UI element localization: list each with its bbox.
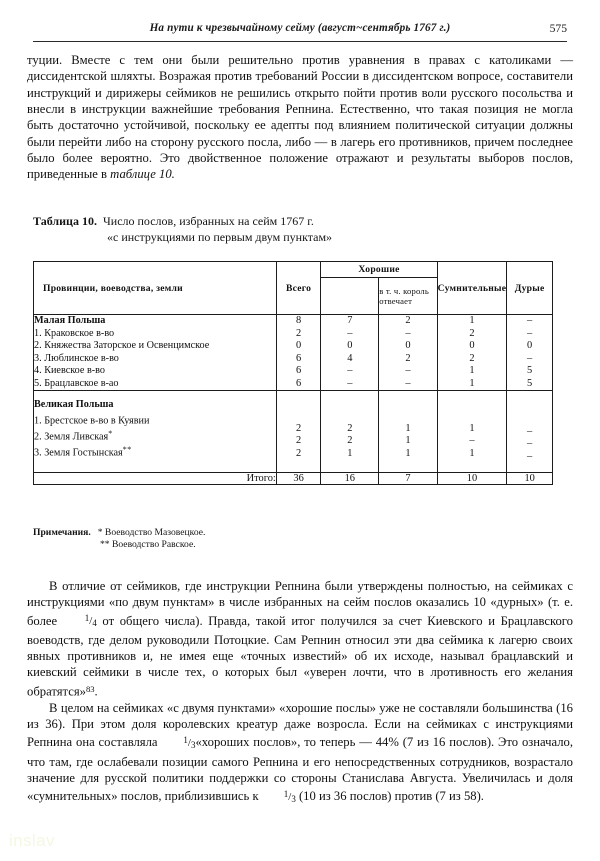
table-caption-line-2: «с инструкциями по первым двум пунктам» <box>107 229 333 244</box>
table-note-2: ** Воеводство Равское. <box>100 538 196 550</box>
table-body <box>34 315 553 485</box>
total-value-bad: 10 <box>507 473 553 485</box>
table-row <box>34 391 553 473</box>
cell-spacer: 0 <box>347 340 353 352</box>
group-2-good-king-values <box>379 391 437 473</box>
fraction-slash: / <box>288 790 292 803</box>
footnote-marker: * <box>108 428 113 438</box>
cell-value: 1 <box>469 377 475 389</box>
cell-value: 6 <box>295 365 302 377</box>
cell-value: 1 <box>405 448 411 460</box>
cell-value: – <box>527 327 533 339</box>
cell-value: – <box>347 327 353 339</box>
cell-spacer: 0 <box>405 340 411 352</box>
cell-value: 1 <box>347 448 353 460</box>
fraction-slash: / <box>187 737 191 750</box>
footnote-marker: ** <box>122 445 132 455</box>
row-label: 1. Брестское в-во в Куявии <box>34 415 150 427</box>
group-1-title: Малая Польша <box>34 315 106 326</box>
fraction-numerator: 1 <box>84 613 90 624</box>
cell-value: 8 <box>295 315 302 326</box>
cell-value: 2 <box>295 435 302 447</box>
cell-spacer: 0 <box>469 340 475 352</box>
body-top-block <box>27 52 573 183</box>
paragraph-3-text-a: В целом на сеймиках «с двумя пунктами» «хорошие послы» уже не составляли большинства (16 из 36). При этом доля королевских креатур даже возросла. Если на сеймиках с инструкциями Репнина она составляла <box>27 700 573 750</box>
cell-value: – <box>527 315 533 326</box>
column-header-good-king: в т. ч. король отвечает <box>379 278 437 315</box>
table-total-row <box>34 473 553 485</box>
group-2-labels <box>34 391 277 473</box>
row-label: 3. Земля Гостынская** <box>34 445 132 459</box>
table-head <box>34 262 553 315</box>
cell-value: – <box>405 377 411 389</box>
header-divider <box>33 41 567 42</box>
body-bottom-block <box>27 578 573 807</box>
cell-value: 2 <box>469 327 475 339</box>
cell-value: 4 <box>347 352 353 364</box>
cell-value: 1 <box>469 315 475 326</box>
cell-value: 2 <box>295 422 302 434</box>
cell-value: – <box>469 435 475 447</box>
total-value-doubtful: 10 <box>437 473 507 485</box>
column-header-bad: Дурые <box>507 262 553 315</box>
group-2-total-values <box>276 391 321 473</box>
cell-value: 1 <box>405 435 411 447</box>
cell-value: 1 <box>469 448 475 460</box>
cell-value: – <box>527 438 533 450</box>
group-1-bad-values <box>507 315 553 391</box>
row-label: 3. Люблинское в-во <box>34 352 119 364</box>
cell-value: 2 <box>469 352 475 364</box>
cell-value: 2 <box>405 315 411 326</box>
cell-value: 2 <box>295 448 302 460</box>
group-1-good-king-values <box>379 315 437 391</box>
total-value-good-king: 7 <box>379 473 437 485</box>
statistics-table <box>33 261 553 485</box>
cell-value: – <box>347 365 353 377</box>
table-notes-line-1 <box>33 527 205 539</box>
group-2-title: Великая Польша <box>34 399 114 411</box>
paragraph-3-text-b: «хороших послов», то теперь — 44% (7 из 16 послов). Это означало, что там, где ослабевали позиции самого Репнина и его непосредственных сотрудников, возрастало значение для русской политики поддержки со стороны Станислава Августа. Увеличилась и доля «сумнительных» послов, приблизившись к <box>27 735 573 804</box>
cell-value: 5 <box>527 377 533 389</box>
paragraph-2 <box>27 578 573 700</box>
cell-value: 2 <box>347 422 353 434</box>
cell-value: – <box>527 451 533 463</box>
paragraph-3 <box>27 700 573 808</box>
statistics-table-wrapper <box>33 261 553 485</box>
cell-value: – <box>405 327 411 339</box>
table-caption-text-1: Число послов, избранных на сейм 1767 г. <box>102 214 314 228</box>
row-label: 2. Земля Ливская* <box>34 428 113 443</box>
group-1-labels <box>34 315 277 391</box>
cell-value: – <box>527 425 533 437</box>
fraction-one-quarter <box>63 610 97 631</box>
paragraph-1-italic-reference: таблице 10. <box>110 167 175 182</box>
table-note-1: * Воеводство Мазовецкое. <box>97 527 206 538</box>
fraction-denominator: 3 <box>291 793 296 804</box>
paragraph-1-text: туции. Вместе с тем они были решительно против уравнения в правах с католиками — диссидентской шляхты. Возражая против требований России в диссидентском вопросе, составители инструкций и дирижеры сеймиков не решились открыто пойти против воли русского посольства и внесли в инструкции важнейшие требования Репнина. Естественно, что такая позиция не могла быть достаточно устойчивой, поскольку ее адепты под влиянием политической ситуации должны были перейти либо на сторону русского посла, либо — в лагерь его противников, причем последнее было более вероятно. Это двойственное положение отражают и результаты выборов послов, приведенные в <box>27 53 573 182</box>
group-1-doubtful-values <box>437 315 507 391</box>
cell-spacer: 0 <box>527 340 533 352</box>
group-1-good-values <box>321 315 379 391</box>
cell-value: – <box>347 377 353 389</box>
table-caption-line-1 <box>33 214 553 230</box>
column-header-doubtful: Сумнительные <box>437 262 507 315</box>
fraction-numerator: 1 <box>183 734 188 745</box>
cell-value: 1 <box>469 365 475 377</box>
group-2-good-values <box>321 391 379 473</box>
table-caption-label: Таблица 10. <box>33 214 97 228</box>
row-label: 4. Киевское в-во <box>34 365 105 377</box>
table-header-row-1 <box>34 262 553 278</box>
fraction-one-third-a <box>161 732 195 753</box>
fraction-numerator: 1 <box>283 788 289 799</box>
cell-value: – <box>527 352 533 364</box>
table-row <box>34 315 553 391</box>
cell-value: 2 <box>405 352 411 364</box>
paragraph-2-text-b: от общего числа). Правда, такой итог получился за счет Киевского и Брацлавского воеводств, где делом руководили Потоцкие. Сам Репнин относил эти два сеймика к лагерю своих явных противников и, не имея еще «точных известий» об их исходе, называл брацлавский и киевский сеймики в числе тех, о которых был «уверен лочти, что в лротивность его желания обратятся» <box>27 613 573 699</box>
total-value-good: 16 <box>321 473 379 485</box>
cell-value: 5 <box>527 365 533 377</box>
running-head-title: На пути к чрезвычайному сейму (август~сентябрь 1767 г.) <box>149 22 451 34</box>
cell-value: 2 <box>295 327 302 339</box>
cell-value: 1 <box>405 422 411 434</box>
row-label: 1. Краковское в-во <box>34 327 115 339</box>
column-header-good: Хорошие <box>321 262 437 278</box>
fraction-denominator: 4 <box>92 617 97 628</box>
column-header-total: Всего <box>276 262 321 315</box>
cell-value: 7 <box>347 315 353 326</box>
fraction-denominator: 3 <box>190 739 196 750</box>
cell-value: – <box>405 365 411 377</box>
paragraph-1 <box>27 52 573 183</box>
cell-value: 6 <box>295 352 302 364</box>
cell-value: 6 <box>295 377 302 389</box>
table-notes-label: Примечания. <box>33 527 91 538</box>
group-2-doubtful-values <box>437 391 507 473</box>
cell-spacer: 0 <box>295 340 302 352</box>
group-1-total-values <box>276 315 321 391</box>
paragraph-2-text-c: . <box>94 684 98 699</box>
watermark-inslav: inslav <box>9 831 55 850</box>
paragraph-2-text-a: В отличие от сеймиков, где инструкции Репнина были утверждены полностью, на сеймиках с инструкциями «по двум пунктам» в числе избранных на сейм послов оказались 10 «дурных» (т. е. более <box>27 579 573 628</box>
fraction-slash: / <box>89 615 93 628</box>
table-notes <box>33 527 205 550</box>
column-header-good-blank <box>321 278 379 315</box>
fraction-one-third-b <box>262 786 296 807</box>
row-label: 2. Княжества Заторское и Освенцимское <box>34 340 210 352</box>
row-label: 5. Брацлавское в-ао <box>34 377 119 389</box>
table-caption <box>33 214 553 245</box>
total-value-total: 36 <box>276 473 321 485</box>
total-label: Итого: <box>34 473 277 485</box>
group-2-bad-values <box>507 391 553 473</box>
cell-value: 2 <box>347 435 353 447</box>
column-header-provinces: Провинции, воеводства, земли <box>34 262 277 315</box>
cell-value: 1 <box>469 422 475 434</box>
footnote-reference-83: 83 <box>85 683 95 694</box>
paragraph-3-text-c: (10 из 36 послов) против (7 из 58). <box>295 789 484 804</box>
running-head <box>33 22 567 44</box>
page-number: 575 <box>549 22 567 35</box>
